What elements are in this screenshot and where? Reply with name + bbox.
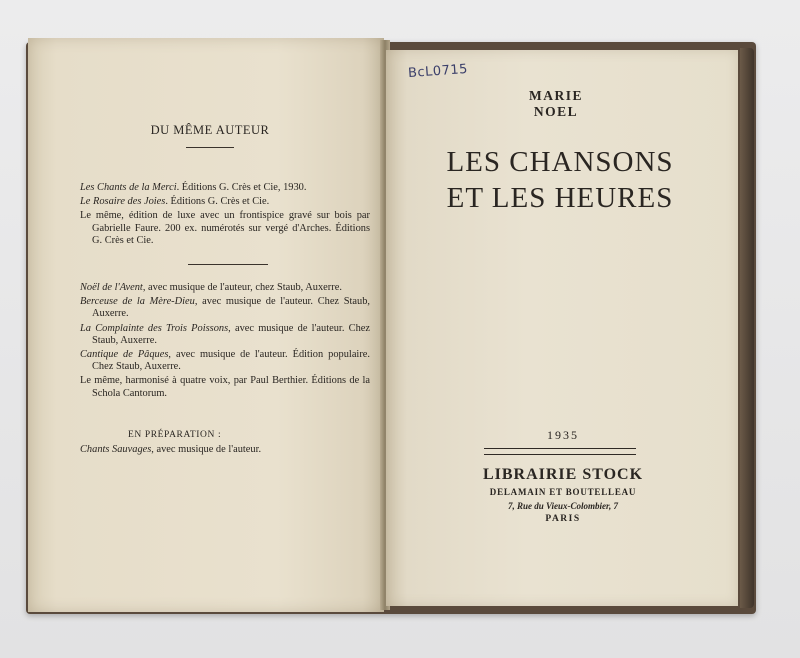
publisher-city: PARIS bbox=[545, 514, 581, 524]
book-cover-edge bbox=[740, 48, 754, 608]
work-details: , avec musique de l'auteur. Édition populaire. Chez Staub, Auxerre. bbox=[92, 349, 370, 373]
shelfmark-pencil: BcL0715 bbox=[407, 61, 469, 82]
preparation-line bbox=[80, 444, 261, 455]
work-entry bbox=[80, 349, 370, 373]
imprint-double-rule bbox=[484, 448, 636, 455]
work-details: Le même, harmonisé à quatre voix, par Paul Berthier. Éditions de la Schola Cantorum. bbox=[80, 375, 370, 399]
work-title: Cantique de Pâques bbox=[80, 349, 169, 361]
work-entry bbox=[80, 210, 370, 247]
title-line-1: LES CHANSONS bbox=[446, 146, 674, 178]
works-list-1 bbox=[80, 182, 370, 249]
work-details: , avec musique de l'auteur. Chez Staub, Auxerre. bbox=[92, 296, 371, 320]
publication-year: 1935 bbox=[547, 428, 579, 442]
work-entry bbox=[80, 182, 370, 194]
preparation-title: Chants Sauvages bbox=[80, 444, 152, 455]
work-entry bbox=[80, 375, 370, 399]
author-name: MARIE NOEL bbox=[529, 88, 583, 119]
work-details: . Éditions G. Crès et Cie. bbox=[165, 196, 270, 208]
work-title: Noël de l'Avent bbox=[80, 282, 143, 293]
work-title: Les Chants de la Merci bbox=[80, 182, 177, 193]
preparation-label: EN PRÉPARATION : bbox=[128, 430, 222, 440]
book-title bbox=[410, 144, 710, 216]
work-details: , avec musique de l'auteur. Chez Staub, Auxerre. bbox=[92, 322, 370, 346]
work-title: Berceuse de la Mère-Dieu bbox=[80, 296, 195, 308]
heading-rule bbox=[186, 147, 234, 148]
left-page-heading: DU MÊME AUTEUR bbox=[150, 123, 270, 137]
publisher-address: 7, Rue du Vieux-Colombier, 7 bbox=[507, 501, 619, 511]
work-entry bbox=[80, 296, 370, 320]
works-list-2 bbox=[80, 282, 370, 402]
title-line-2: ET LES HEURES bbox=[446, 182, 674, 214]
publisher-name: LIBRAIRIE STOCK bbox=[482, 466, 644, 483]
work-details: . Éditions G. Crès et Cie, 1930. bbox=[176, 182, 307, 193]
work-details: Le même, édition de luxe avec un frontispice gravé sur bois par Gabrielle Faure. 200 ex. numérotés sur vergé d'Arches. Éditions G. Crès et Cie. bbox=[80, 210, 370, 246]
publisher-subtitle: DELAMAIN ET BOUTELLEAU bbox=[489, 487, 637, 497]
work-title: La Complainte des Trois Poissons bbox=[80, 322, 229, 334]
work-details: , avec musique de l'auteur, chez Staub, Auxerre. bbox=[142, 282, 342, 293]
work-entry bbox=[80, 323, 370, 347]
work-title: Le Rosaire des Joies bbox=[80, 196, 166, 208]
work-entry bbox=[80, 282, 370, 294]
work-entry bbox=[80, 196, 370, 208]
preparation-rest: , avec musique de l'auteur. bbox=[151, 444, 262, 455]
section-rule bbox=[188, 264, 268, 265]
